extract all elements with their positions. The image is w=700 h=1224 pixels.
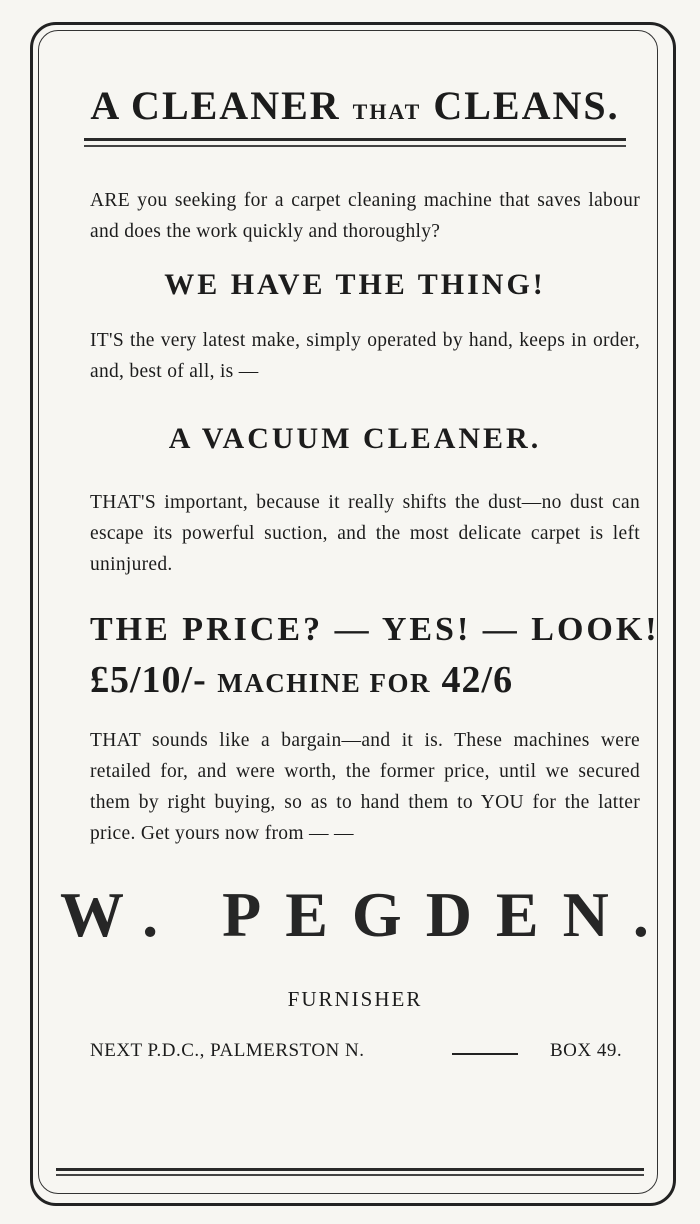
pitch-paragraph: THAT sounds like a bargain—and it is. These machines were retailed for, and were worth, the former price, until we secured them by right buying, so as to hand them to YOU for the latter price. Get yours now from — — (90, 729, 640, 844)
description-paragraph: IT'S the very latest make, simply operated by hand, keeps in order, and, best of all, is — (90, 329, 640, 382)
intro-paragraph: ARE you seeking for a carpet cleaning machine that saves labour and does the work quickly and thoroughly? (90, 189, 640, 242)
new-price: 42/6 (441, 658, 514, 701)
old-price: £5/10/- (90, 658, 207, 701)
merchant-name: W. PEGDEN. (60, 878, 673, 950)
headline-part2: THAT (352, 99, 422, 124)
headline-rule (84, 138, 626, 141)
footer-dash (452, 1053, 518, 1055)
merchant-address: NEXT P.D.C., PALMERSTON N. (90, 1039, 365, 1061)
headline (60, 82, 650, 136)
price-line (90, 658, 650, 705)
headline-rule-thin (84, 145, 626, 147)
product-heading: A VACUUM CLEANER. (168, 421, 542, 455)
benefit-paragraph: THAT'S important, because it really shifts the dust—no dust can escape its powerful suction, and the most delicate carpet is left uninjured. (90, 491, 640, 575)
price-question: THE PRICE? — YES! — LOOK! (90, 610, 660, 648)
claim-heading: WE HAVE THE THING! (164, 267, 546, 301)
footer (60, 1040, 650, 1070)
advertisement (60, 60, 673, 1070)
merchant-trade: FURNISHER (287, 986, 423, 1011)
headline-part3: CLEANS. (433, 83, 620, 128)
machine-label: MACHINE FOR (217, 667, 432, 698)
merchant-box: BOX 49. (550, 1039, 623, 1061)
bottom-rule (56, 1168, 644, 1171)
headline-part1: A CLEANER (90, 83, 341, 128)
bottom-rule-thin (56, 1174, 644, 1176)
